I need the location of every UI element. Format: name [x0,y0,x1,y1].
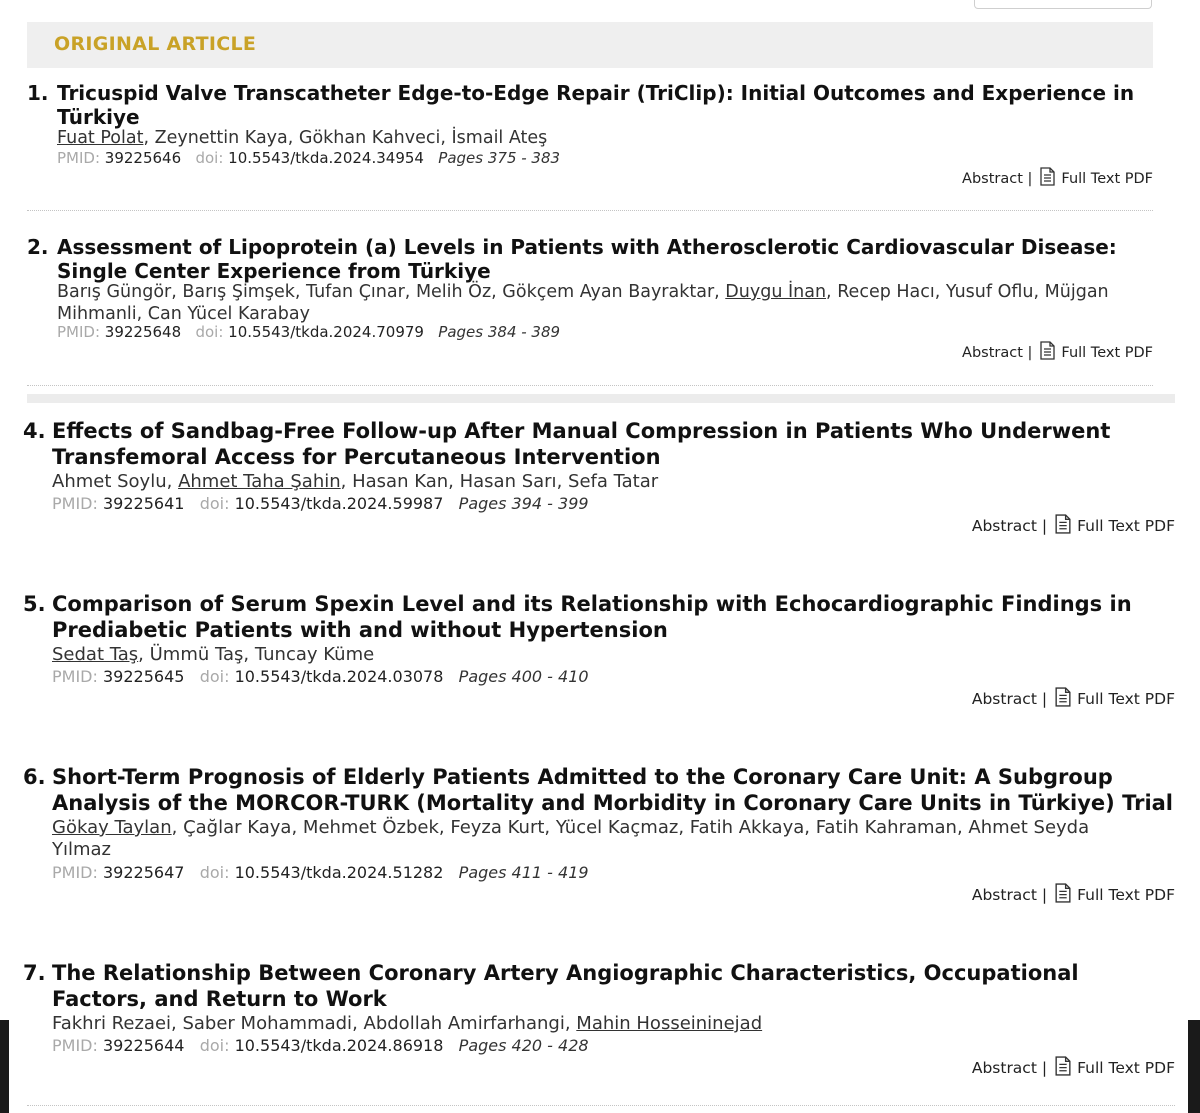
author-link-corresponding[interactable]: Duygu İnan [725,282,827,302]
author-link[interactable]: Tufan Çınar [306,282,405,302]
author-link[interactable]: Sefa Tatar [568,471,659,492]
left-edge-bar [0,1020,9,1113]
author-link[interactable]: Gökçem Ayan Bayraktar [502,282,715,302]
author-link-corresponding[interactable]: Fuat Polat [57,128,144,148]
link-separator: | [1027,170,1033,187]
article-links [972,883,1175,907]
article-divider [27,210,1153,211]
author-link-corresponding[interactable]: Ahmet Taha Şahin [178,471,341,492]
author-link[interactable]: Feyza Kurt [450,817,545,838]
pdf-document-icon[interactable] [1055,687,1071,711]
pmid-label: PMID: [52,494,98,513]
link-separator: | [1041,1059,1048,1077]
author-link[interactable]: Abdollah Amirfarhangi [363,1013,565,1034]
section-title: ORIGINAL ARTICLE [54,33,257,55]
article-meta [52,1036,589,1055]
full-text-pdf-link[interactable]: Full Text PDF [1077,517,1175,535]
author-link-corresponding[interactable]: Sedat Taş [52,644,139,665]
article-item [23,592,1175,710]
article-divider [27,385,1153,386]
article-meta [57,323,560,341]
author-link[interactable]: Müjgan Mihmanli [57,282,1109,324]
pdf-document-icon[interactable] [1040,167,1055,190]
doi-value: 10.5543/tkda.2024.51282 [234,863,444,882]
author-link[interactable]: Gökhan Kahveci [298,128,441,148]
full-text-pdf-link[interactable]: Full Text PDF [1077,1059,1175,1077]
article-pages: Pages 394 - 399 [458,494,589,513]
author-link[interactable]: Fatih Kahraman [815,817,957,838]
doi-label: doi: [195,149,224,167]
link-separator: | [1041,886,1048,904]
article-title-link[interactable]: Assessment of Lipoprotein (a) Levels in Patients with Atherosclerotic Cardiovascular Disease: Single Center Experience from Türkiye [57,235,1117,284]
article-pages: Pages 420 - 428 [458,1036,589,1055]
doi-value: 10.5543/tkda.2024.34954 [228,149,424,167]
article-links [962,167,1153,190]
article-title-link[interactable]: Comparison of Serum Spexin Level and its Relationship with Echocardiographic Findings in Prediabetic Patients with and without Hypertension [52,592,1132,642]
author-link[interactable]: Yücel Kaçmaz [555,817,679,838]
article-number: 7. [23,961,46,985]
pmid-label: PMID: [52,1036,98,1055]
article-title-link[interactable]: The Relationship Between Coronary Artery Angiographic Characteristics, Occupational Factors, and Return to Work [52,961,1079,1011]
article-item [27,81,1153,191]
pmid-value: 39225641 [102,494,185,513]
section-header [27,22,1153,68]
abstract-link[interactable]: Abstract [971,886,1037,904]
author-link[interactable]: Ümmü Taş [149,644,244,665]
article-pages: Pages 384 - 389 [438,323,561,341]
pmid-value: 39225644 [102,1036,185,1055]
doi-label: doi: [199,667,230,686]
author-link[interactable]: Hasan Sarı [459,471,557,492]
article-item [23,765,1175,905]
article-meta [52,667,589,686]
full-text-pdf-link[interactable]: Full Text PDF [1061,344,1153,361]
full-text-pdf-link[interactable]: Full Text PDF [1061,170,1153,187]
article-links [972,1056,1175,1080]
article-number: 1. [27,81,49,105]
article-links [972,514,1175,538]
right-edge-bar [1188,1020,1200,1113]
link-separator: | [1041,690,1048,708]
author-link[interactable]: Saber Mohammadi [182,1013,353,1034]
author-link-corresponding[interactable]: Mahin Hosseininejad [576,1013,763,1034]
author-link[interactable]: Yusuf Oflu [945,282,1034,302]
article-number: 6. [23,765,46,789]
pdf-document-icon[interactable] [1055,514,1071,538]
pmid-label: PMID: [57,323,101,341]
author-link[interactable]: Ahmet Soylu [52,471,167,492]
pmid-value: 39225647 [102,863,185,882]
article-number: 5. [23,592,46,616]
author-link[interactable]: Hasan Kan [352,471,449,492]
article-divider [27,1105,1175,1106]
abstract-link[interactable]: Abstract [971,517,1037,535]
pdf-document-icon[interactable] [1055,883,1071,907]
author-link[interactable]: Fakhri Rezaei [52,1013,172,1034]
author-link[interactable]: Barış Güngör [57,282,172,302]
pmid-label: PMID: [52,667,98,686]
article-pages: Pages 400 - 410 [458,667,589,686]
article-title-link[interactable]: Short-Term Prognosis of Elderly Patients Admitted to the Coronary Care Unit: A Subgroup Analysis of the MORCOR-TURK (Mortality and Morbidity in Coronary Care Units in Türkiye) Trial [52,765,1174,815]
link-separator: | [1027,344,1033,361]
pdf-document-icon[interactable] [1040,341,1055,364]
doi-value: 10.5543/tkda.2024.86918 [234,1036,444,1055]
pdf-document-icon[interactable] [1055,1056,1071,1080]
doi-label: doi: [199,1036,230,1055]
doi-label: doi: [195,323,224,341]
article-title-link[interactable]: Tricuspid Valve Transcatheter Edge-to-Edge Repair (TriClip): Initial Outcomes and Experience in Türkiye [57,81,1135,130]
author-link[interactable]: Zeynettin Kaya [154,128,288,148]
abstract-link[interactable]: Abstract [962,170,1023,187]
article-number: 4. [23,419,46,443]
article-authors: Barış Güngör, Barış Şimşek, Tufan Çınar, Melih Öz, Gökçem Ayan Bayraktar, Duygu İnan, Recep Hacı, Yusuf Oflu, Müjgan Mihmanli, Can Yücel Karabay [57,282,1109,324]
author-link[interactable]: Recep Hacı [837,282,935,302]
article-links [972,687,1175,711]
article-item [27,235,1153,365]
author-link-corresponding[interactable]: Gökay Taylan [52,817,172,838]
author-link[interactable]: Mehmet Özbek [302,817,439,838]
article-pages: Pages 375 - 383 [438,149,561,167]
pmid-label: PMID: [52,863,98,882]
article-number: 2. [27,235,49,259]
author-link[interactable]: Çağlar Kaya [183,817,292,838]
author-link[interactable]: Melih Öz [415,282,492,302]
author-link[interactable]: Tuncay Küme [254,644,375,665]
doi-value: 10.5543/tkda.2024.70979 [228,323,424,341]
pmid-value: 39225645 [102,667,185,686]
article-authors: Fuat Polat, Zeynettin Kaya, Gökhan Kahveci, İsmail Ateş [57,128,548,148]
abstract-link[interactable]: Abstract [962,344,1023,361]
doi-label: doi: [199,863,230,882]
article-meta [52,494,589,513]
abstract-link[interactable]: Abstract [971,690,1037,708]
article-item [23,961,1175,1079]
doi-value: 10.5543/tkda.2024.03078 [234,667,444,686]
article-authors: Sedat Taş, Ümmü Taş, Tuncay Küme [52,644,375,665]
article-authors: Ahmet Soylu, Ahmet Taha Şahin, Hasan Kan, Hasan Sarı, Sefa Tatar [52,471,659,492]
abstract-link[interactable]: Abstract [971,1059,1037,1077]
article-meta [52,863,589,882]
author-link[interactable]: Fatih Akkaya [689,817,805,838]
doi-label: doi: [199,494,230,513]
author-link[interactable]: Ahmet Seyda Yılmaz [52,817,1090,861]
article-item [23,419,1175,537]
pmid-value: 39225646 [104,149,182,167]
article-pages: Pages 411 - 419 [458,863,589,882]
article-authors: Gökay Taylan, Çağlar Kaya, Mehmet Özbek, Feyza Kurt, Yücel Kaçmaz, Fatih Akkaya, Fatih Kahraman, Ahmet Seyda Yılmaz [52,817,1090,861]
link-separator: | [1041,517,1048,535]
page-break-band [27,394,1175,403]
full-text-pdf-link[interactable]: Full Text PDF [1077,886,1175,904]
doi-value: 10.5543/tkda.2024.59987 [234,494,444,513]
author-link[interactable]: Barış Şimşek [182,282,295,302]
article-title-link[interactable]: Effects of Sandbag-Free Follow-up After Manual Compression in Patients Who Underwent Transfemoral Access for Percutaneous Intervention [52,419,1111,469]
article-authors: Fakhri Rezaei, Saber Mohammadi, Abdollah Amirfarhangi, Mahin Hosseininejad [52,1013,763,1034]
author-link[interactable]: Can Yücel Karabay [147,303,310,324]
full-text-pdf-link[interactable]: Full Text PDF [1077,690,1175,708]
author-link[interactable]: İsmail Ateş [451,128,548,148]
pmid-value: 39225648 [104,323,182,341]
top-dropdown[interactable] [974,0,1152,9]
article-meta [57,149,560,167]
article-links [962,341,1153,364]
pmid-label: PMID: [57,149,101,167]
